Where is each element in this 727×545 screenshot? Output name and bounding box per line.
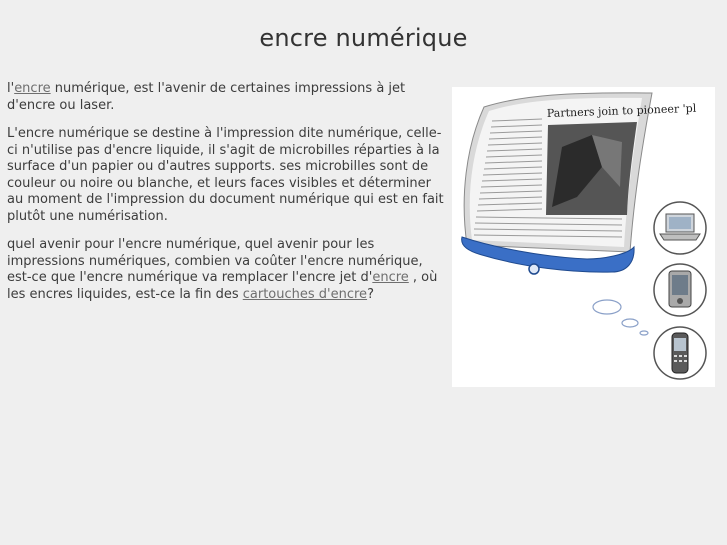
laptop-icon xyxy=(654,202,706,254)
mobile-phone-icon xyxy=(654,327,706,379)
page-title: encre numérique xyxy=(259,24,468,52)
wireless-signal-icon xyxy=(593,300,648,335)
questions-paragraph: quel avenir pour l'encre numérique, quel avenir pour les impressions numériques, combien va coûter l'encre numérique, est-ce que l'encre numérique va remplacer l'encre jet d'encre , où les encres liquides, est-ce la fin des cartouches d'encre? xyxy=(7,237,438,302)
e-paper-headline: Partners join to pioneer 'pl xyxy=(546,101,697,120)
e-paper-illustration xyxy=(452,87,715,387)
article-body xyxy=(7,81,449,315)
e-paper-drawing xyxy=(452,87,715,387)
encre-link[interactable]: encre xyxy=(14,81,51,96)
pda-icon xyxy=(654,264,706,316)
description-paragraph: L'encre numérique se destine à l'impression dite numérique, celle-ci n'utilise pas d'encre liquide, il s'agit de microbilles réparties à la surface d'un papier ou d'autres supports. ses microbilles sont de couleur ou noire ou blanche, et leurs faces visibles et déterminer au moment de l'impression du document numérique qui est en fait plutôt une numérisation. xyxy=(7,126,444,224)
e-paper-button xyxy=(529,264,539,274)
intro-paragraph: l'encre numérique, est l'avenir de certaines impressions à jet d'encre ou laser. xyxy=(7,81,406,113)
cartouches-link[interactable]: cartouches d'encre xyxy=(242,286,368,302)
encre-link-2[interactable]: encre xyxy=(372,270,409,285)
